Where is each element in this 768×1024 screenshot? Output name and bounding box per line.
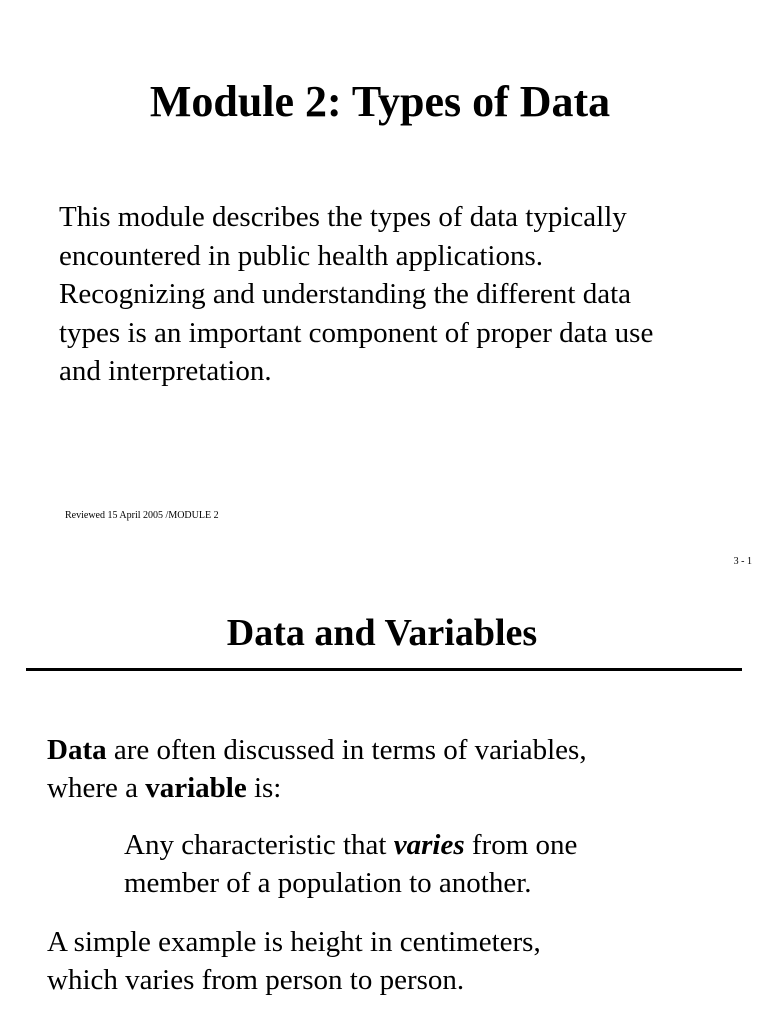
description-line: encountered in public health applications. — [59, 239, 543, 272]
description-line: and interpretation. — [59, 355, 272, 387]
emphasis-varies: varies — [393, 829, 465, 861]
module-title: Module 2: Types of Data — [149, 77, 611, 126]
paragraph-text: where a — [47, 772, 146, 804]
paragraph-line — [47, 769, 747, 807]
review-footer-note: Reviewed 15 April 2005 /MODULE 2 — [65, 510, 219, 521]
paragraph-text: are often discussed in terms of variables, — [106, 734, 587, 766]
variable-definition — [124, 826, 744, 902]
example-line: A simple example is height in centimeters, — [47, 926, 541, 958]
definition-text: Any characteristic that — [124, 829, 394, 861]
definition-text: from one — [464, 829, 578, 861]
definition-line: member of a population to another. — [124, 867, 532, 899]
example-paragraph — [47, 923, 747, 999]
term-data: Data — [47, 734, 107, 766]
title-divider — [26, 668, 742, 671]
term-variable: variable — [145, 772, 247, 804]
data-variable-paragraph — [47, 731, 747, 807]
description-line: This module describes the types of data typically — [59, 201, 627, 233]
page-number: 3 - 1 — [733, 556, 752, 567]
example-line: which varies from person to person. — [47, 964, 465, 996]
paragraph-text: is: — [246, 772, 282, 804]
paragraph-line — [47, 731, 747, 769]
definition-line — [124, 826, 744, 864]
section-title: Data and Variables — [226, 612, 538, 654]
module-description — [59, 198, 749, 391]
description-line: types is an important component of proper data use — [59, 316, 654, 349]
description-line: Recognizing and understanding the different data — [59, 278, 632, 310]
